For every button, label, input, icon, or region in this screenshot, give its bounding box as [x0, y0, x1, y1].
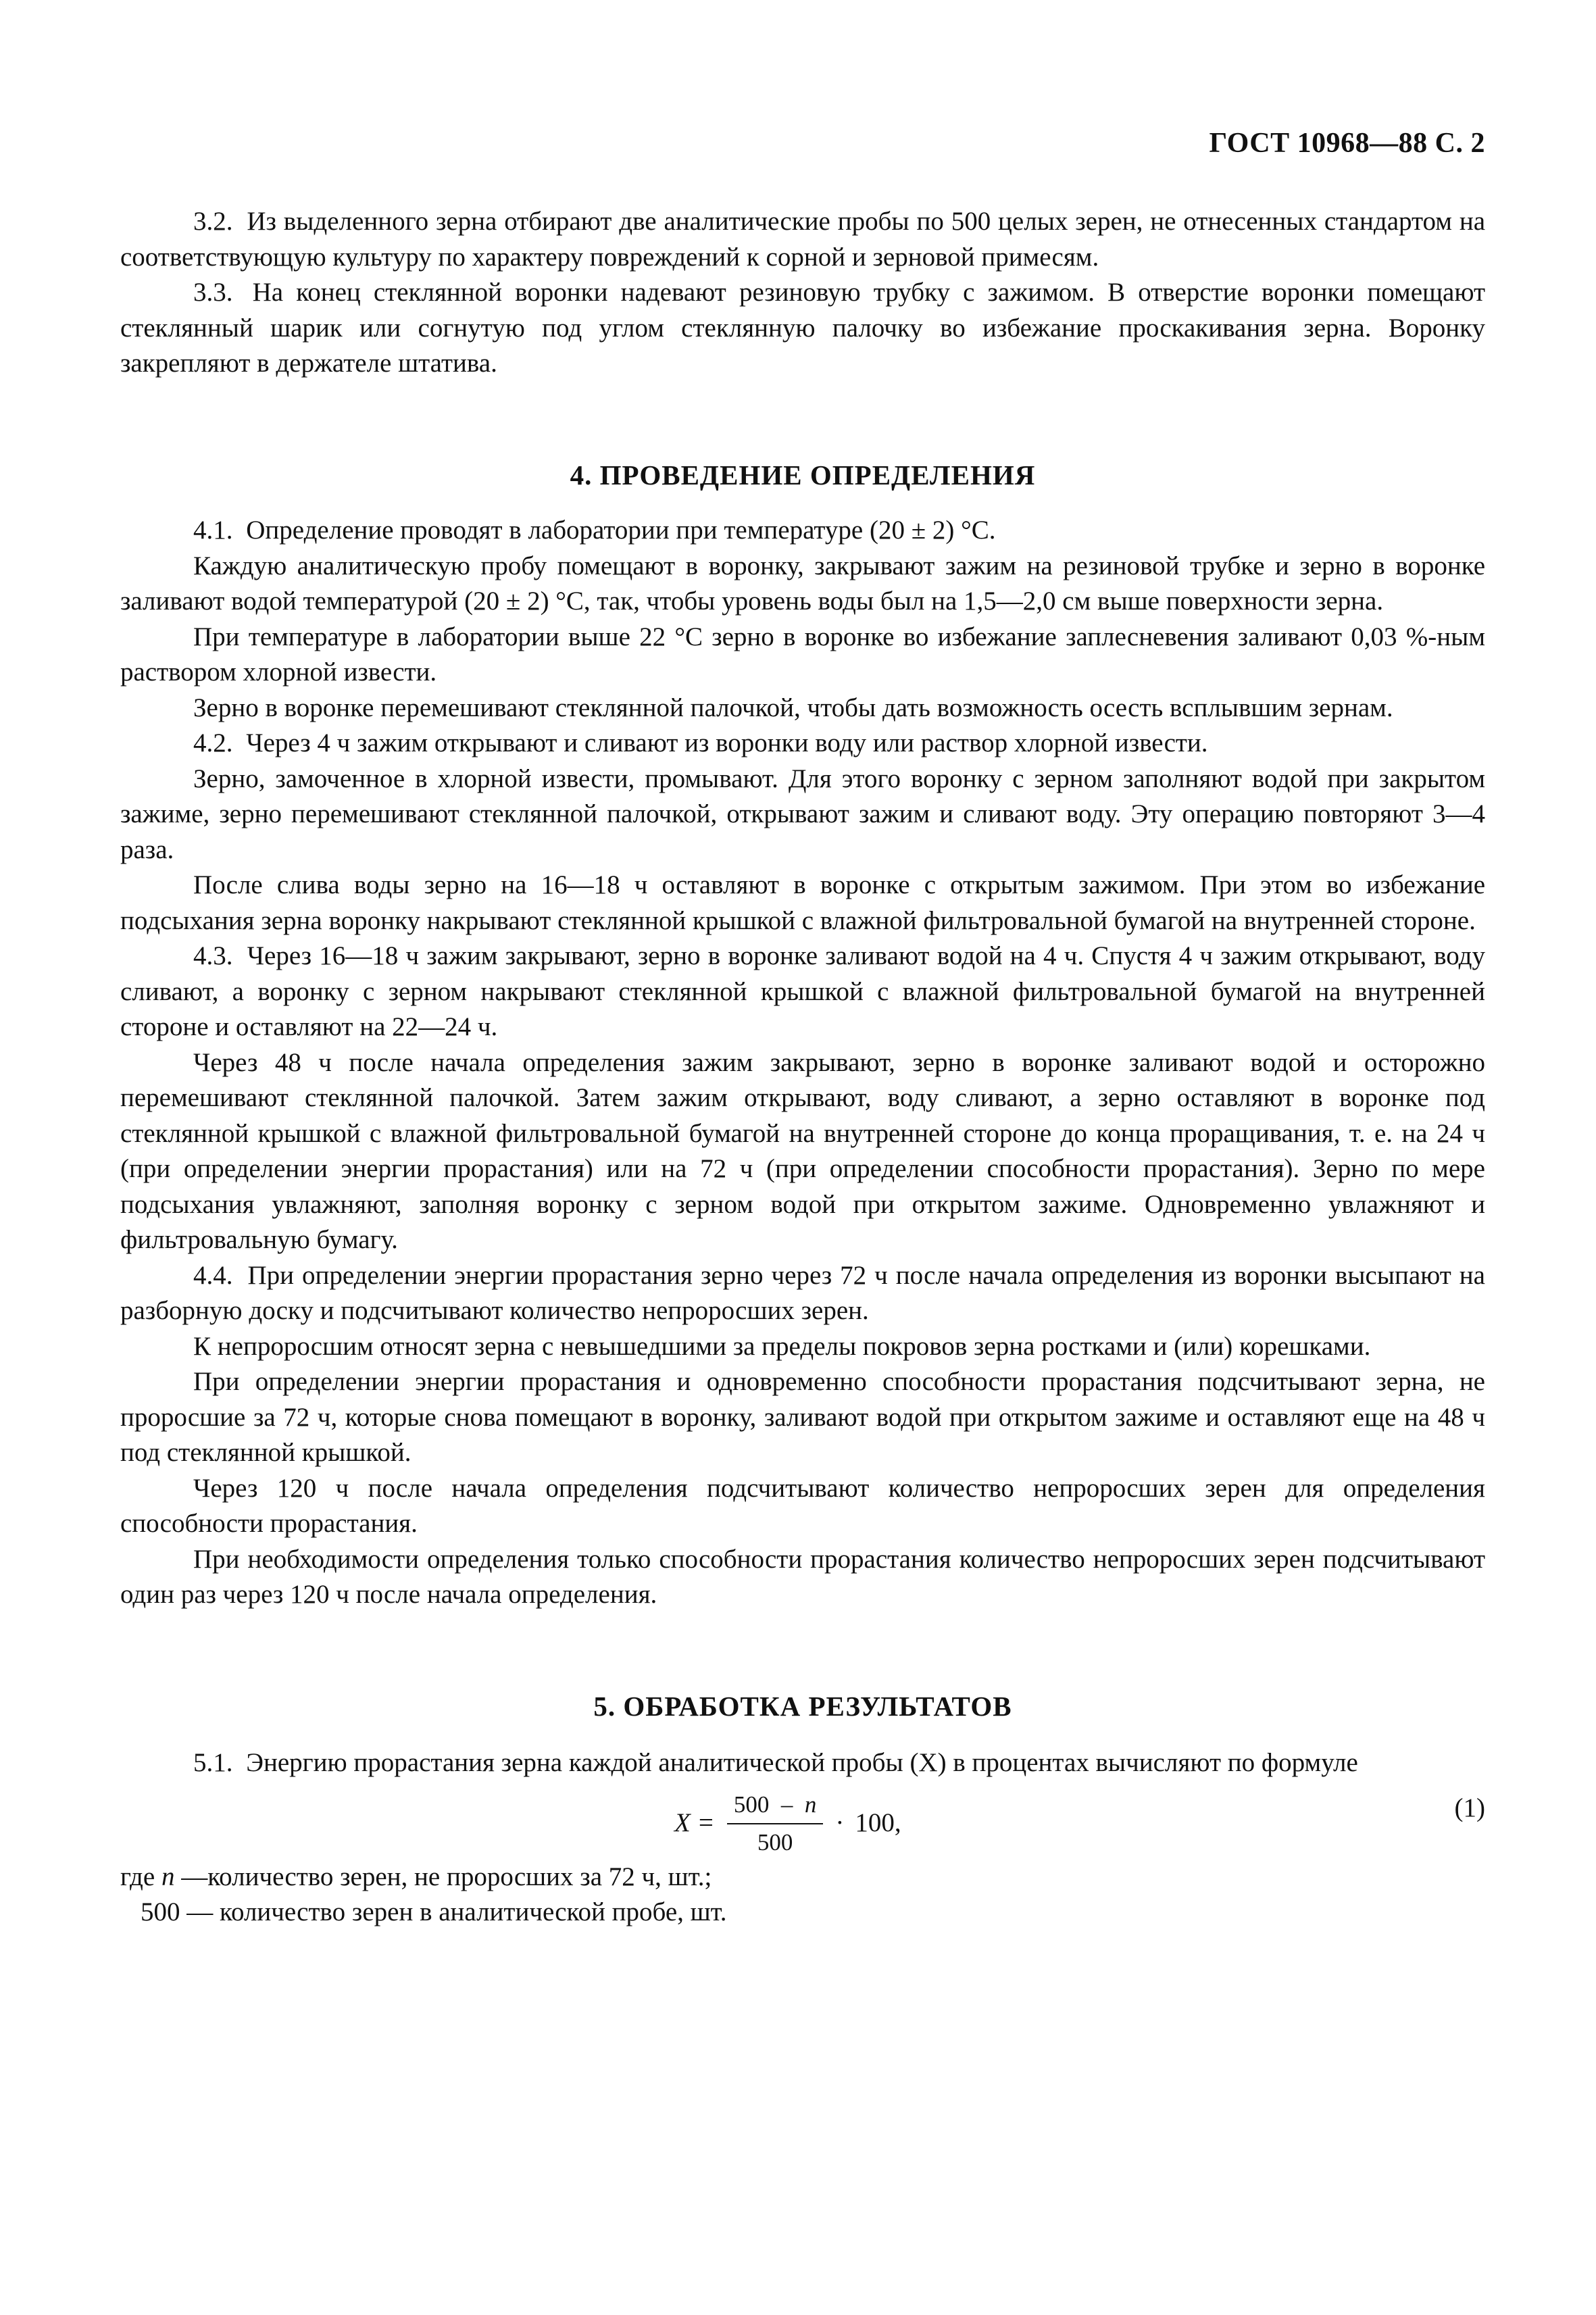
- document-body: [120, 204, 1485, 1931]
- paragraph-4-3: [120, 939, 1485, 1045]
- paragraph-3-2: [120, 204, 1485, 275]
- clause-number: 4.3.: [193, 941, 233, 970]
- formula: [674, 1788, 901, 1860]
- section-4-heading: 4. ПРОВЕДЕНИЕ ОПРЕДЕЛЕНИЯ: [570, 459, 1036, 491]
- paragraph-4-2-b: Зерно, замоченное в хлорной извести, промывают. Для этого воронку с зерном заполняют водой при закрытом зажиме, зерно перемешивают стеклянной палочкой, открывают зажим и сливают воду. Эту операцию повторяют 3—4 раза.: [120, 764, 1485, 864]
- clause-number: 4.1.: [193, 516, 233, 545]
- clause-number: 4.2.: [193, 728, 233, 757]
- paragraph-text: Из выделенного зерна отбирают две аналитические пробы по 500 целых зерен, не отнесенных стандартом на соответствующую культуру по характеру повреждений к сорной и зерновой примесям.: [120, 207, 1486, 272]
- formula-legend-500: 500 — количество зерен в аналитической пробе, шт.: [141, 1897, 727, 1926]
- paragraph-text: Через 16—18 ч зажим закрывают, зерно в воронке заливают водой на 4 ч. Спустя 4 ч зажим открывают, воду сливают, а воронку с зерном накрывают стеклянной крышкой с влажной фильтровальной бумагой на внутренней стороне и оставляют на 22—24 ч.: [120, 941, 1486, 1041]
- formula-block: [120, 1785, 1485, 1860]
- formula-number: (1): [1454, 1793, 1485, 1822]
- paragraph-text: При определении энергии прорастания зерно через 72 ч после начала определения из воронки высыпают на разборную доску и подсчитывают количество непроросших зерен.: [120, 1260, 1485, 1325]
- paragraph-4-1-b: Каждую аналитическую пробу помещают в воронку, закрывают зажим на резиновой трубке и зерно в воронке заливают водой температурой (20 ± 2) °С, так, чтобы уровень воды был на 1,5—2,0 см выше поверхности зерна.: [120, 551, 1485, 616]
- formula-fraction: [727, 1788, 824, 1860]
- paragraph-4-1-c: При температуре в лаборатории выше 22 °С зерно в воронке во избежание заплесневения заливают 0,03 %-ным раствором хлорной извести.: [120, 622, 1485, 687]
- formula-multiply: ·: [835, 1808, 845, 1838]
- section-5-heading: 5. ОБРАБОТКА РЕЗУЛЬТАТОВ: [593, 1690, 1012, 1722]
- formula-legend-n: [120, 1860, 1485, 1895]
- numerator-variable: n: [804, 1791, 817, 1818]
- paragraph-4-2-c: После слива воды зерно на 16—18 ч оставляют в воронке с открытым зажимом. При этом во избежание подсыхания зерна воронку накрывают стеклянной крышкой с влажной фильтровальной бумагой на внутренней стороне.: [120, 870, 1485, 935]
- formula-factor: 100,: [855, 1808, 901, 1838]
- paragraph-4-4-b: К непроросшим относят зерна с невышедшими за пределы покровов зерна ростками и (или) корешками.: [193, 1331, 1371, 1361]
- clause-number: 5.1.: [193, 1748, 233, 1777]
- where-prefix: где: [120, 1862, 155, 1891]
- clause-number: 4.4.: [193, 1260, 233, 1290]
- where-text: —количество зерен, не проросших за 72 ч, шт.;: [181, 1862, 712, 1891]
- formula-numerator: [727, 1788, 824, 1824]
- paragraph-4-2: [120, 726, 1485, 762]
- paragraph-text: Энергию прорастания зерна каждой аналитической пробы (X) в процентах вычисляют по формуле: [246, 1748, 1358, 1777]
- clause-number: 3.3.: [193, 278, 233, 307]
- document-page: [120, 0, 1485, 2315]
- paragraph-5-1: [120, 1745, 1485, 1781]
- paragraph-text: Через 4 ч зажим открывают и сливают из воронки воду или раствор хлорной извести.: [246, 728, 1208, 757]
- paragraph-4-1-d: Зерно в воронке перемешивают стеклянной палочкой, чтобы дать возможность осесть всплывшим зернам.: [193, 693, 1393, 722]
- formula-denominator: 500: [757, 1828, 793, 1856]
- paragraph-4-3-b: Через 48 ч после начала определения зажим закрывают, зерно в воронке заливают водой и осторожно перемешивают стеклянной палочкой. Затем зажим открывают, воду сливают, а зерно оставляют в воронке под стеклянной крышкой с влажной фильтровальной бумагой на внутренней стороне до конца проращивания, т. е. на 24 ч (при определении энергии прорастания) или на 72 ч (при определении способности прорастания). Зерно по мере подсыхания увлажняют, заполняя воронку с зерном водой при открытом зажиме. Одновременно увлажняют и фильтровальную бумагу.: [120, 1047, 1485, 1254]
- paragraph-4-4-c: При определении энергии прорастания и одновременно способности прорастания подсчитывают зерна, не проросшие за 72 ч, которые снова помещают в воронку, заливают водой при открытом зажиме и оставляют еще на 48 ч под стеклянной крышкой.: [120, 1367, 1485, 1467]
- where-variable: n: [161, 1862, 175, 1891]
- paragraph-4-4-e: При необходимости определения только способности прорастания количество непроросших зерен подсчитывают один раз через 120 ч после начала определения.: [120, 1544, 1485, 1609]
- running-head: ГОСТ 10968—88 С. 2: [1209, 128, 1485, 159]
- numerator-operator: –: [780, 1791, 793, 1818]
- paragraph-4-4-d: Через 120 ч после начала определения подсчитывают количество непроросших зерен для определения способности прорастания.: [120, 1473, 1485, 1538]
- formula-lhs: X: [674, 1808, 691, 1838]
- paragraph-3-3: [120, 275, 1485, 382]
- numerator-value: 500: [733, 1791, 770, 1818]
- paragraph-4-1: [120, 513, 1485, 549]
- clause-number: 3.2.: [193, 207, 233, 236]
- formula-equals: =: [698, 1808, 714, 1838]
- paragraph-text: Определение проводят в лаборатории при температуре (20 ± 2) °С.: [246, 516, 996, 545]
- paragraph-text: На конец стеклянной воронки надевают резиновую трубку с зажимом. В отверстие воронки помещают стеклянный шарик или согнутую под углом стеклянную палочку во избежание проскакивания зерна. Воронку закрепляют в держателе штатива.: [120, 278, 1486, 378]
- paragraph-4-4: [120, 1258, 1485, 1329]
